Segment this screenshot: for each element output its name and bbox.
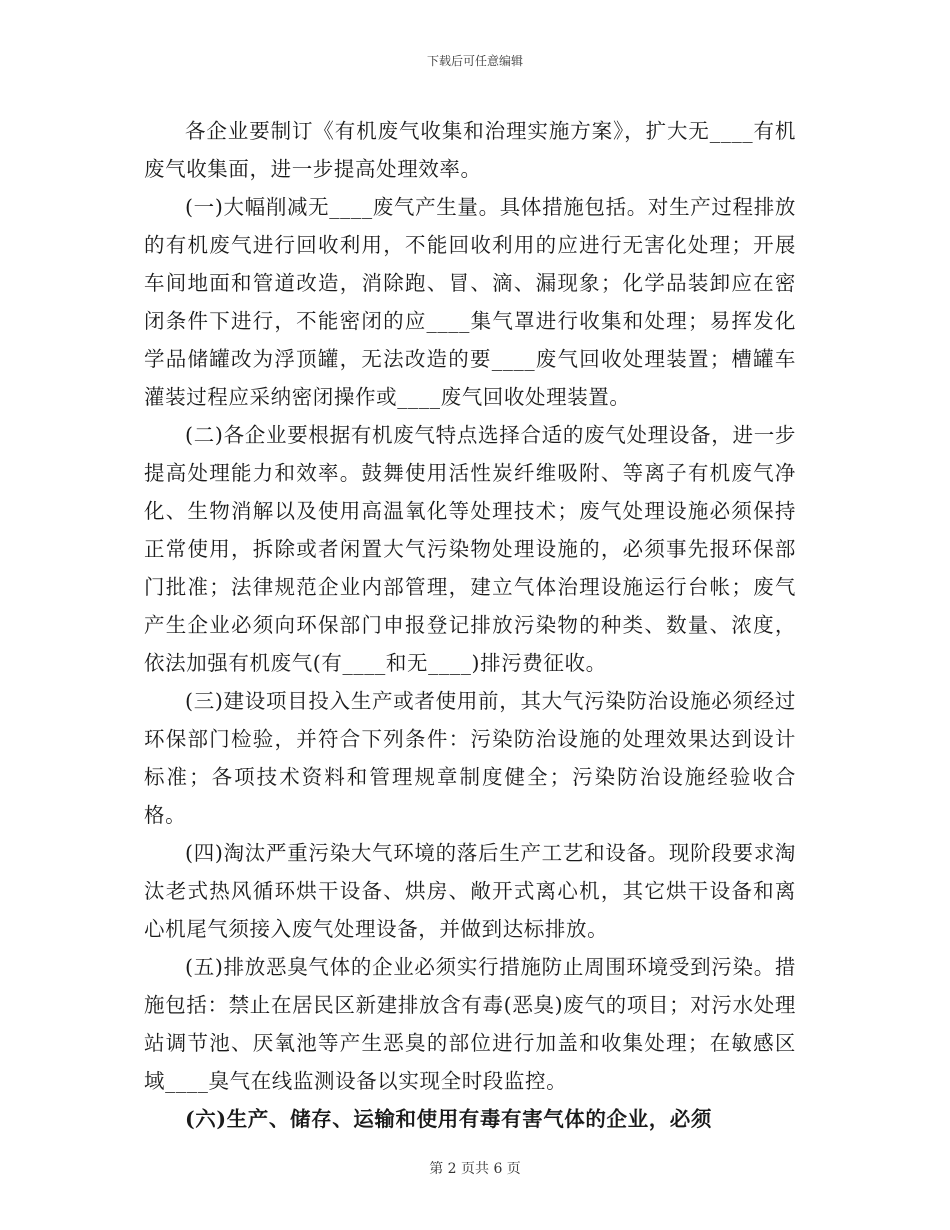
paragraph-section-6: (六)生产、储存、运输和使用有毒有害气体的企业，必须 — [185, 1107, 712, 1131]
document-body — [144, 112, 796, 1138]
paragraph-section-3: (三)建设项目投入生产或者使用前，其大气污染防治设施必须经过环保部门检验，并符合下列条件：污染防治设施的处理效果达到设计标准；各项技术资料和管理规章制度健全；污染防治设施经验收合格。 — [144, 689, 796, 827]
page-number: 第 2 页共 6 页 — [429, 1161, 521, 1177]
paragraph-section-2: (二)各企业要根据有机废气特点选择合适的废气处理设备，进一步提高处理能力和效率。鼓舞使用活性炭纤维吸附、等离子有机废气净化、生物消解以及使用高温氧化等处理技术；废气处理设施必须保持正常使用，拆除或者闲置大气污染物处理设施的，必须事先报环保部门批准；法律规范企业内部管理，建立气体治理设施运行台帐；废气产生企业必须向环保部门申报登记排放污染物的种类、数量、浓度，依法加强有机废气(有____和无____)排污费征收。 — [144, 423, 796, 675]
paragraph-section-1: (一)大幅削减无____废气产生量。具体措施包括。对生产过程排放的有机废气进行回收利用，不能回收利用的应进行无害化处理；开展车间地面和管道改造，消除跑、冒、滴、漏现象；化学品装卸应在密闭条件下进行，不能密闭的应____集气罩进行收集和处理；易挥发化学品储罐改为浮顶罐，无法改造的要____废气回收处理装置；槽罐车灌装过程应采纳密闭操作或____废气回收处理装置。 — [144, 195, 796, 409]
paragraph-section-5: (五)排放恶臭气体的企业必须实行措施防止周围环境受到污染。措施包括：禁止在居民区新建排放含有毒(恶臭)废气的项目；对污水处理站调节池、厌氧池等产生恶臭的部位进行加盖和收集处理；在敏感区域____臭气在线监测设备以实现全时段监控。 — [144, 955, 796, 1093]
paragraph-intro: 各企业要制订《有机废气收集和治理实施方案》，扩大无____有机废气收集面，进一步提高处理效率。 — [144, 119, 796, 181]
page-header: 下载后可任意编辑 — [426, 54, 523, 68]
paragraph-section-4: (四)淘汰严重污染大气环境的落后生产工艺和设备。现阶段要求淘汰老式热风循环烘干设备、烘房、敞开式离心机，其它烘干设备和离心机尾气须接入废气处理设备，并做到达标排放。 — [144, 841, 796, 941]
